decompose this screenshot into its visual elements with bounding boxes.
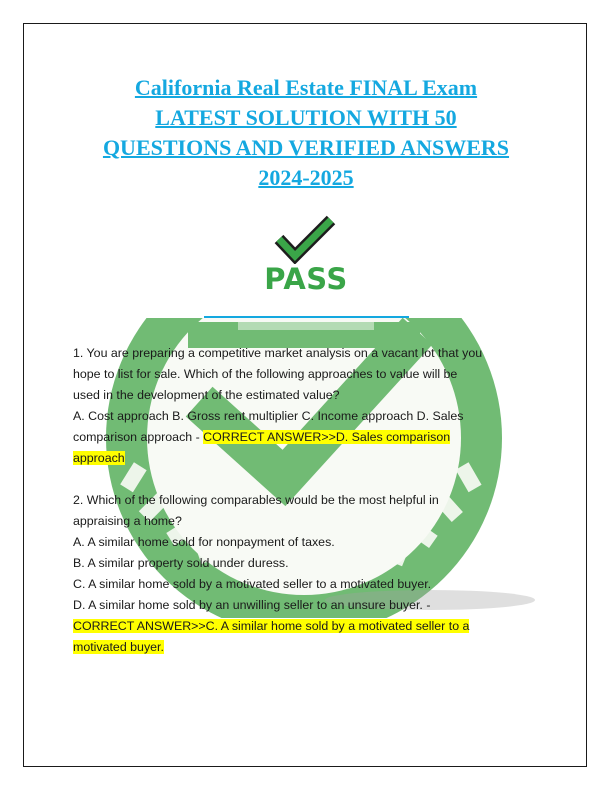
title-line: LATEST SOLUTION WITH 50 [155, 105, 457, 130]
question-text: 1. You are preparing a competitive market analysis on a vacant lot that you [73, 346, 483, 360]
pass-label: PASS [264, 262, 348, 296]
answer-option: B. A similar property sold under duress. [73, 556, 289, 570]
question-text: hope to list for sale. Which of the following approaches to value will be [73, 367, 458, 381]
answer-option: C. A similar home sold by a motivated seller to a motivated buyer. [73, 577, 432, 591]
question-text: used in the development of the estimated value? [73, 388, 340, 402]
question-list [73, 343, 553, 658]
correct-answer: CORRECT ANSWER>>C. A similar home sold by a motivated seller to a [73, 619, 470, 633]
answer-line [73, 616, 553, 637]
correct-answer: CORRECT ANSWER>>D. Sales comparison [203, 430, 451, 444]
divider [204, 316, 409, 318]
document-title [60, 73, 552, 193]
spacer [73, 469, 553, 490]
answer-option: D. A similar home sold by an unwilling seller to an unsure buyer. - [73, 598, 431, 612]
answer-options: A. Cost approach B. Gross rent multiplier C. Income approach D. Sales [73, 409, 464, 423]
checkmark-icon [274, 214, 336, 264]
title-line: California Real Estate FINAL Exam [134, 75, 478, 100]
question-text: appraising a home? [73, 514, 182, 528]
answer-option: A. A similar home sold for nonpayment of taxes. [73, 535, 335, 549]
question-text: 2. Which of the following comparables would be the most helpful in [73, 493, 439, 507]
answer-line [73, 427, 553, 448]
title-line: QUESTIONS AND VERIFIED ANSWERS [102, 135, 510, 160]
question-1 [73, 343, 553, 469]
answer-line [73, 637, 553, 658]
correct-answer: approach [73, 451, 125, 465]
answer-option-text: comparison approach - [73, 430, 204, 444]
title-line: 2024-2025 [258, 165, 354, 190]
correct-answer: motivated buyer. [73, 640, 164, 654]
question-2 [73, 490, 553, 658]
answer-line [73, 448, 553, 469]
